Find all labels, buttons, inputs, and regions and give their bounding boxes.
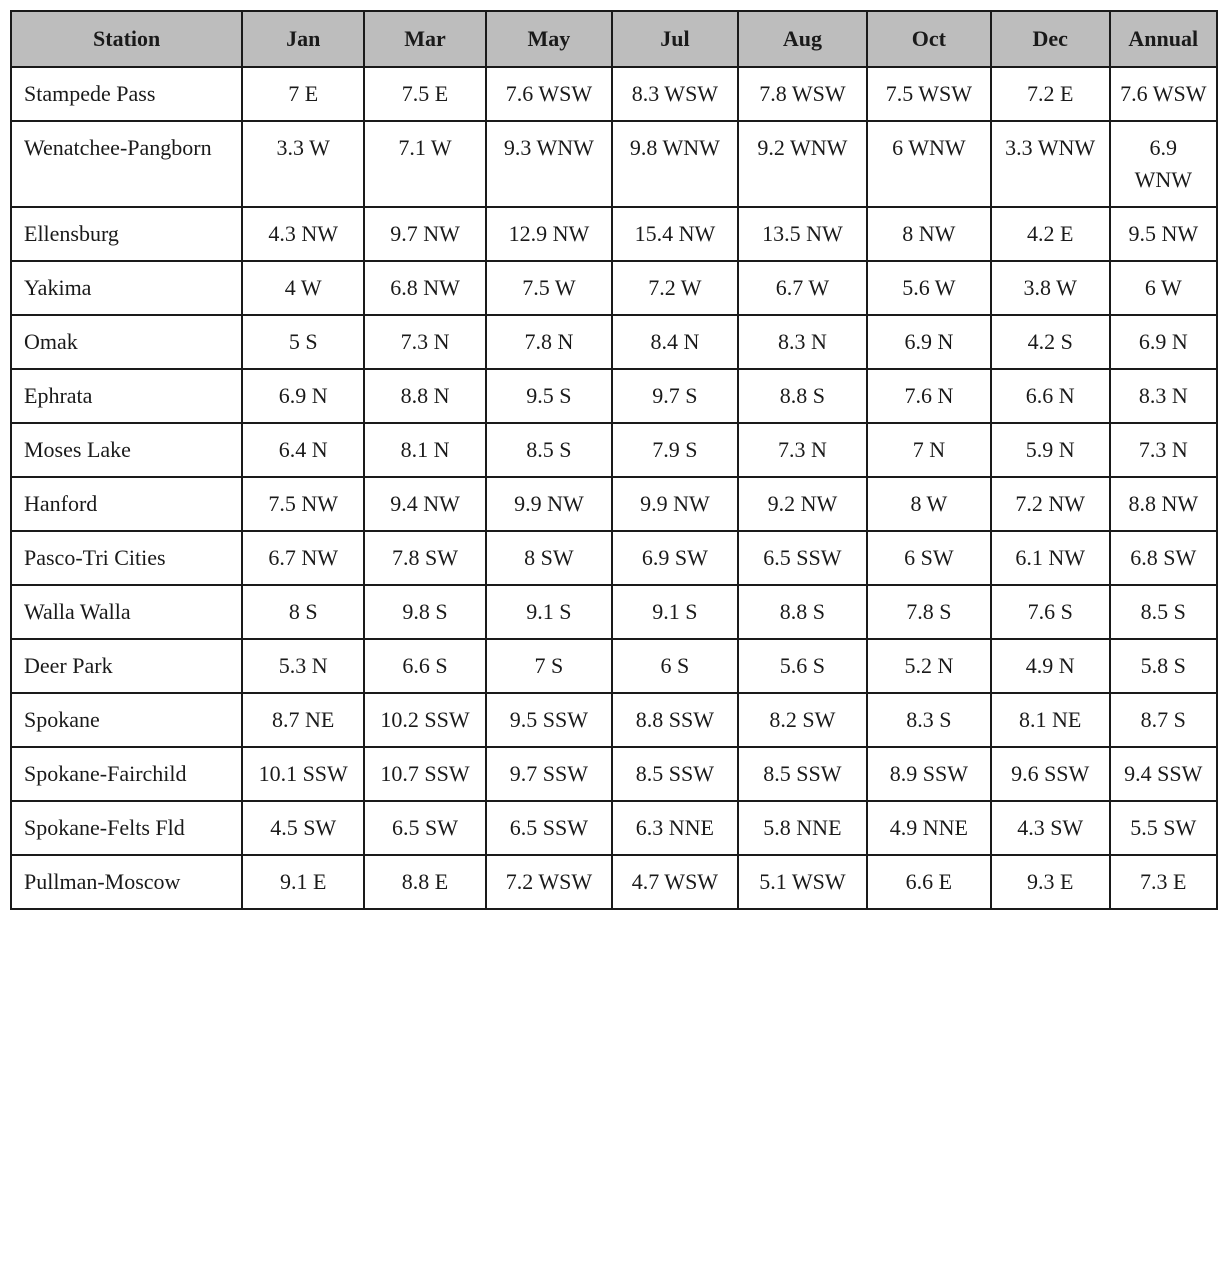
cell-aug: 5.1 WSW <box>738 855 867 909</box>
cell-dec: 4.9 N <box>991 639 1110 693</box>
cell-annual: 7.6 WSW <box>1110 67 1217 121</box>
cell-may: 9.5 S <box>486 369 612 423</box>
header-oct: Oct <box>867 11 991 67</box>
cell-oct: 8.9 SSW <box>867 747 991 801</box>
cell-may: 7.8 N <box>486 315 612 369</box>
cell-annual: 6.9 WNW <box>1110 121 1217 207</box>
cell-mar: 8.8 N <box>364 369 486 423</box>
header-mar: Mar <box>364 11 486 67</box>
table-row <box>11 121 1217 207</box>
cell-aug: 13.5 NW <box>738 207 867 261</box>
station-name-cell: Pasco-Tri Cities <box>11 531 242 585</box>
cell-aug: 9.2 NW <box>738 477 867 531</box>
cell-may: 7.5 W <box>486 261 612 315</box>
cell-dec: 6.1 NW <box>991 531 1110 585</box>
cell-jan: 6.9 N <box>242 369 364 423</box>
cell-annual: 9.4 SSW <box>1110 747 1217 801</box>
cell-oct: 5.2 N <box>867 639 991 693</box>
table-row <box>11 747 1217 801</box>
cell-dec: 5.9 N <box>991 423 1110 477</box>
cell-jul: 15.4 NW <box>612 207 738 261</box>
cell-jan: 4.3 NW <box>242 207 364 261</box>
cell-dec: 8.1 NE <box>991 693 1110 747</box>
table-row <box>11 423 1217 477</box>
cell-may: 6.5 SSW <box>486 801 612 855</box>
cell-jan: 6.7 NW <box>242 531 364 585</box>
cell-may: 7.6 WSW <box>486 67 612 121</box>
table-row <box>11 207 1217 261</box>
cell-may: 8 SW <box>486 531 612 585</box>
cell-mar: 7.8 SW <box>364 531 486 585</box>
table-row <box>11 315 1217 369</box>
cell-aug: 8.3 N <box>738 315 867 369</box>
cell-dec: 4.2 E <box>991 207 1110 261</box>
cell-mar: 6.6 S <box>364 639 486 693</box>
cell-jan: 5.3 N <box>242 639 364 693</box>
header-aug: Aug <box>738 11 867 67</box>
station-name-cell: Spokane-Felts Fld <box>11 801 242 855</box>
cell-may: 12.9 NW <box>486 207 612 261</box>
cell-annual: 7.3 E <box>1110 855 1217 909</box>
cell-jul: 7.9 S <box>612 423 738 477</box>
table-row <box>11 261 1217 315</box>
cell-oct: 7.5 WSW <box>867 67 991 121</box>
cell-mar: 6.8 NW <box>364 261 486 315</box>
cell-annual: 6.8 SW <box>1110 531 1217 585</box>
cell-oct: 6.9 N <box>867 315 991 369</box>
station-name-cell: Omak <box>11 315 242 369</box>
station-name-cell: Yakima <box>11 261 242 315</box>
cell-jul: 9.7 S <box>612 369 738 423</box>
header-annual: Annual <box>1110 11 1217 67</box>
cell-mar: 9.4 NW <box>364 477 486 531</box>
cell-oct: 6 WNW <box>867 121 991 207</box>
cell-mar: 7.5 E <box>364 67 486 121</box>
cell-annual: 8.7 S <box>1110 693 1217 747</box>
table-body <box>11 67 1217 909</box>
cell-jul: 8.4 N <box>612 315 738 369</box>
cell-mar: 7.3 N <box>364 315 486 369</box>
cell-jan: 3.3 W <box>242 121 364 207</box>
cell-may: 9.3 WNW <box>486 121 612 207</box>
cell-jan: 9.1 E <box>242 855 364 909</box>
cell-mar: 10.2 SSW <box>364 693 486 747</box>
wind-speed-table <box>10 10 1218 910</box>
station-name-cell: Wenatchee-Pangborn <box>11 121 242 207</box>
cell-dec: 9.3 E <box>991 855 1110 909</box>
cell-jul: 9.9 NW <box>612 477 738 531</box>
header-may: May <box>486 11 612 67</box>
station-name-cell: Hanford <box>11 477 242 531</box>
cell-annual: 8.5 S <box>1110 585 1217 639</box>
cell-mar: 7.1 W <box>364 121 486 207</box>
cell-may: 7.2 WSW <box>486 855 612 909</box>
cell-dec: 6.6 N <box>991 369 1110 423</box>
cell-annual: 8.8 NW <box>1110 477 1217 531</box>
cell-jul: 9.8 WNW <box>612 121 738 207</box>
cell-aug: 6.7 W <box>738 261 867 315</box>
station-name-cell: Spokane-Fairchild <box>11 747 242 801</box>
cell-may: 9.5 SSW <box>486 693 612 747</box>
table-row <box>11 585 1217 639</box>
cell-dec: 3.3 WNW <box>991 121 1110 207</box>
cell-jan: 7 E <box>242 67 364 121</box>
table-row <box>11 855 1217 909</box>
cell-aug: 8.2 SW <box>738 693 867 747</box>
cell-jan: 8 S <box>242 585 364 639</box>
cell-may: 9.1 S <box>486 585 612 639</box>
cell-oct: 8 W <box>867 477 991 531</box>
cell-jan: 5 S <box>242 315 364 369</box>
cell-jan: 6.4 N <box>242 423 364 477</box>
cell-dec: 4.3 SW <box>991 801 1110 855</box>
cell-annual: 5.5 SW <box>1110 801 1217 855</box>
cell-annual: 8.3 N <box>1110 369 1217 423</box>
cell-aug: 5.8 NNE <box>738 801 867 855</box>
cell-mar: 6.5 SW <box>364 801 486 855</box>
cell-annual: 6.9 N <box>1110 315 1217 369</box>
cell-mar: 8.8 E <box>364 855 486 909</box>
station-name-cell: Spokane <box>11 693 242 747</box>
cell-jul: 6.9 SW <box>612 531 738 585</box>
cell-aug: 5.6 S <box>738 639 867 693</box>
station-name-cell: Ellensburg <box>11 207 242 261</box>
cell-jul: 8.5 SSW <box>612 747 738 801</box>
table-row <box>11 67 1217 121</box>
header-jan: Jan <box>242 11 364 67</box>
cell-may: 9.7 SSW <box>486 747 612 801</box>
cell-aug: 8.8 S <box>738 369 867 423</box>
cell-dec: 9.6 SSW <box>991 747 1110 801</box>
cell-oct: 6.6 E <box>867 855 991 909</box>
cell-jul: 8.8 SSW <box>612 693 738 747</box>
cell-jan: 8.7 NE <box>242 693 364 747</box>
cell-aug: 8.5 SSW <box>738 747 867 801</box>
cell-annual: 5.8 S <box>1110 639 1217 693</box>
station-name-cell: Stampede Pass <box>11 67 242 121</box>
cell-jul: 9.1 S <box>612 585 738 639</box>
cell-oct: 7.8 S <box>867 585 991 639</box>
cell-oct: 8 NW <box>867 207 991 261</box>
cell-dec: 7.2 NW <box>991 477 1110 531</box>
station-name-cell: Pullman-Moscow <box>11 855 242 909</box>
table-row <box>11 369 1217 423</box>
table-row <box>11 531 1217 585</box>
header-station: Station <box>11 11 242 67</box>
cell-dec: 7.2 E <box>991 67 1110 121</box>
header-jul: Jul <box>612 11 738 67</box>
station-name-cell: Moses Lake <box>11 423 242 477</box>
cell-dec: 4.2 S <box>991 315 1110 369</box>
table-row <box>11 639 1217 693</box>
cell-oct: 5.6 W <box>867 261 991 315</box>
cell-jul: 6 S <box>612 639 738 693</box>
table-row <box>11 801 1217 855</box>
cell-aug: 8.8 S <box>738 585 867 639</box>
cell-jan: 7.5 NW <box>242 477 364 531</box>
station-name-cell: Deer Park <box>11 639 242 693</box>
station-name-cell: Ephrata <box>11 369 242 423</box>
cell-mar: 9.7 NW <box>364 207 486 261</box>
cell-aug: 7.8 WSW <box>738 67 867 121</box>
cell-jan: 4.5 SW <box>242 801 364 855</box>
cell-dec: 3.8 W <box>991 261 1110 315</box>
cell-mar: 10.7 SSW <box>364 747 486 801</box>
cell-dec: 7.6 S <box>991 585 1110 639</box>
table-header <box>11 11 1217 67</box>
cell-may: 9.9 NW <box>486 477 612 531</box>
cell-oct: 8.3 S <box>867 693 991 747</box>
cell-oct: 7 N <box>867 423 991 477</box>
cell-jan: 10.1 SSW <box>242 747 364 801</box>
cell-aug: 9.2 WNW <box>738 121 867 207</box>
cell-aug: 7.3 N <box>738 423 867 477</box>
table-row <box>11 477 1217 531</box>
cell-annual: 9.5 NW <box>1110 207 1217 261</box>
table-row <box>11 693 1217 747</box>
cell-oct: 6 SW <box>867 531 991 585</box>
cell-jan: 4 W <box>242 261 364 315</box>
cell-jul: 4.7 WSW <box>612 855 738 909</box>
cell-annual: 6 W <box>1110 261 1217 315</box>
cell-jul: 8.3 WSW <box>612 67 738 121</box>
cell-annual: 7.3 N <box>1110 423 1217 477</box>
cell-may: 7 S <box>486 639 612 693</box>
header-row <box>11 11 1217 67</box>
station-name-cell: Walla Walla <box>11 585 242 639</box>
cell-jul: 7.2 W <box>612 261 738 315</box>
cell-oct: 7.6 N <box>867 369 991 423</box>
header-dec: Dec <box>991 11 1110 67</box>
cell-aug: 6.5 SSW <box>738 531 867 585</box>
cell-jul: 6.3 NNE <box>612 801 738 855</box>
cell-mar: 9.8 S <box>364 585 486 639</box>
cell-may: 8.5 S <box>486 423 612 477</box>
cell-mar: 8.1 N <box>364 423 486 477</box>
cell-oct: 4.9 NNE <box>867 801 991 855</box>
